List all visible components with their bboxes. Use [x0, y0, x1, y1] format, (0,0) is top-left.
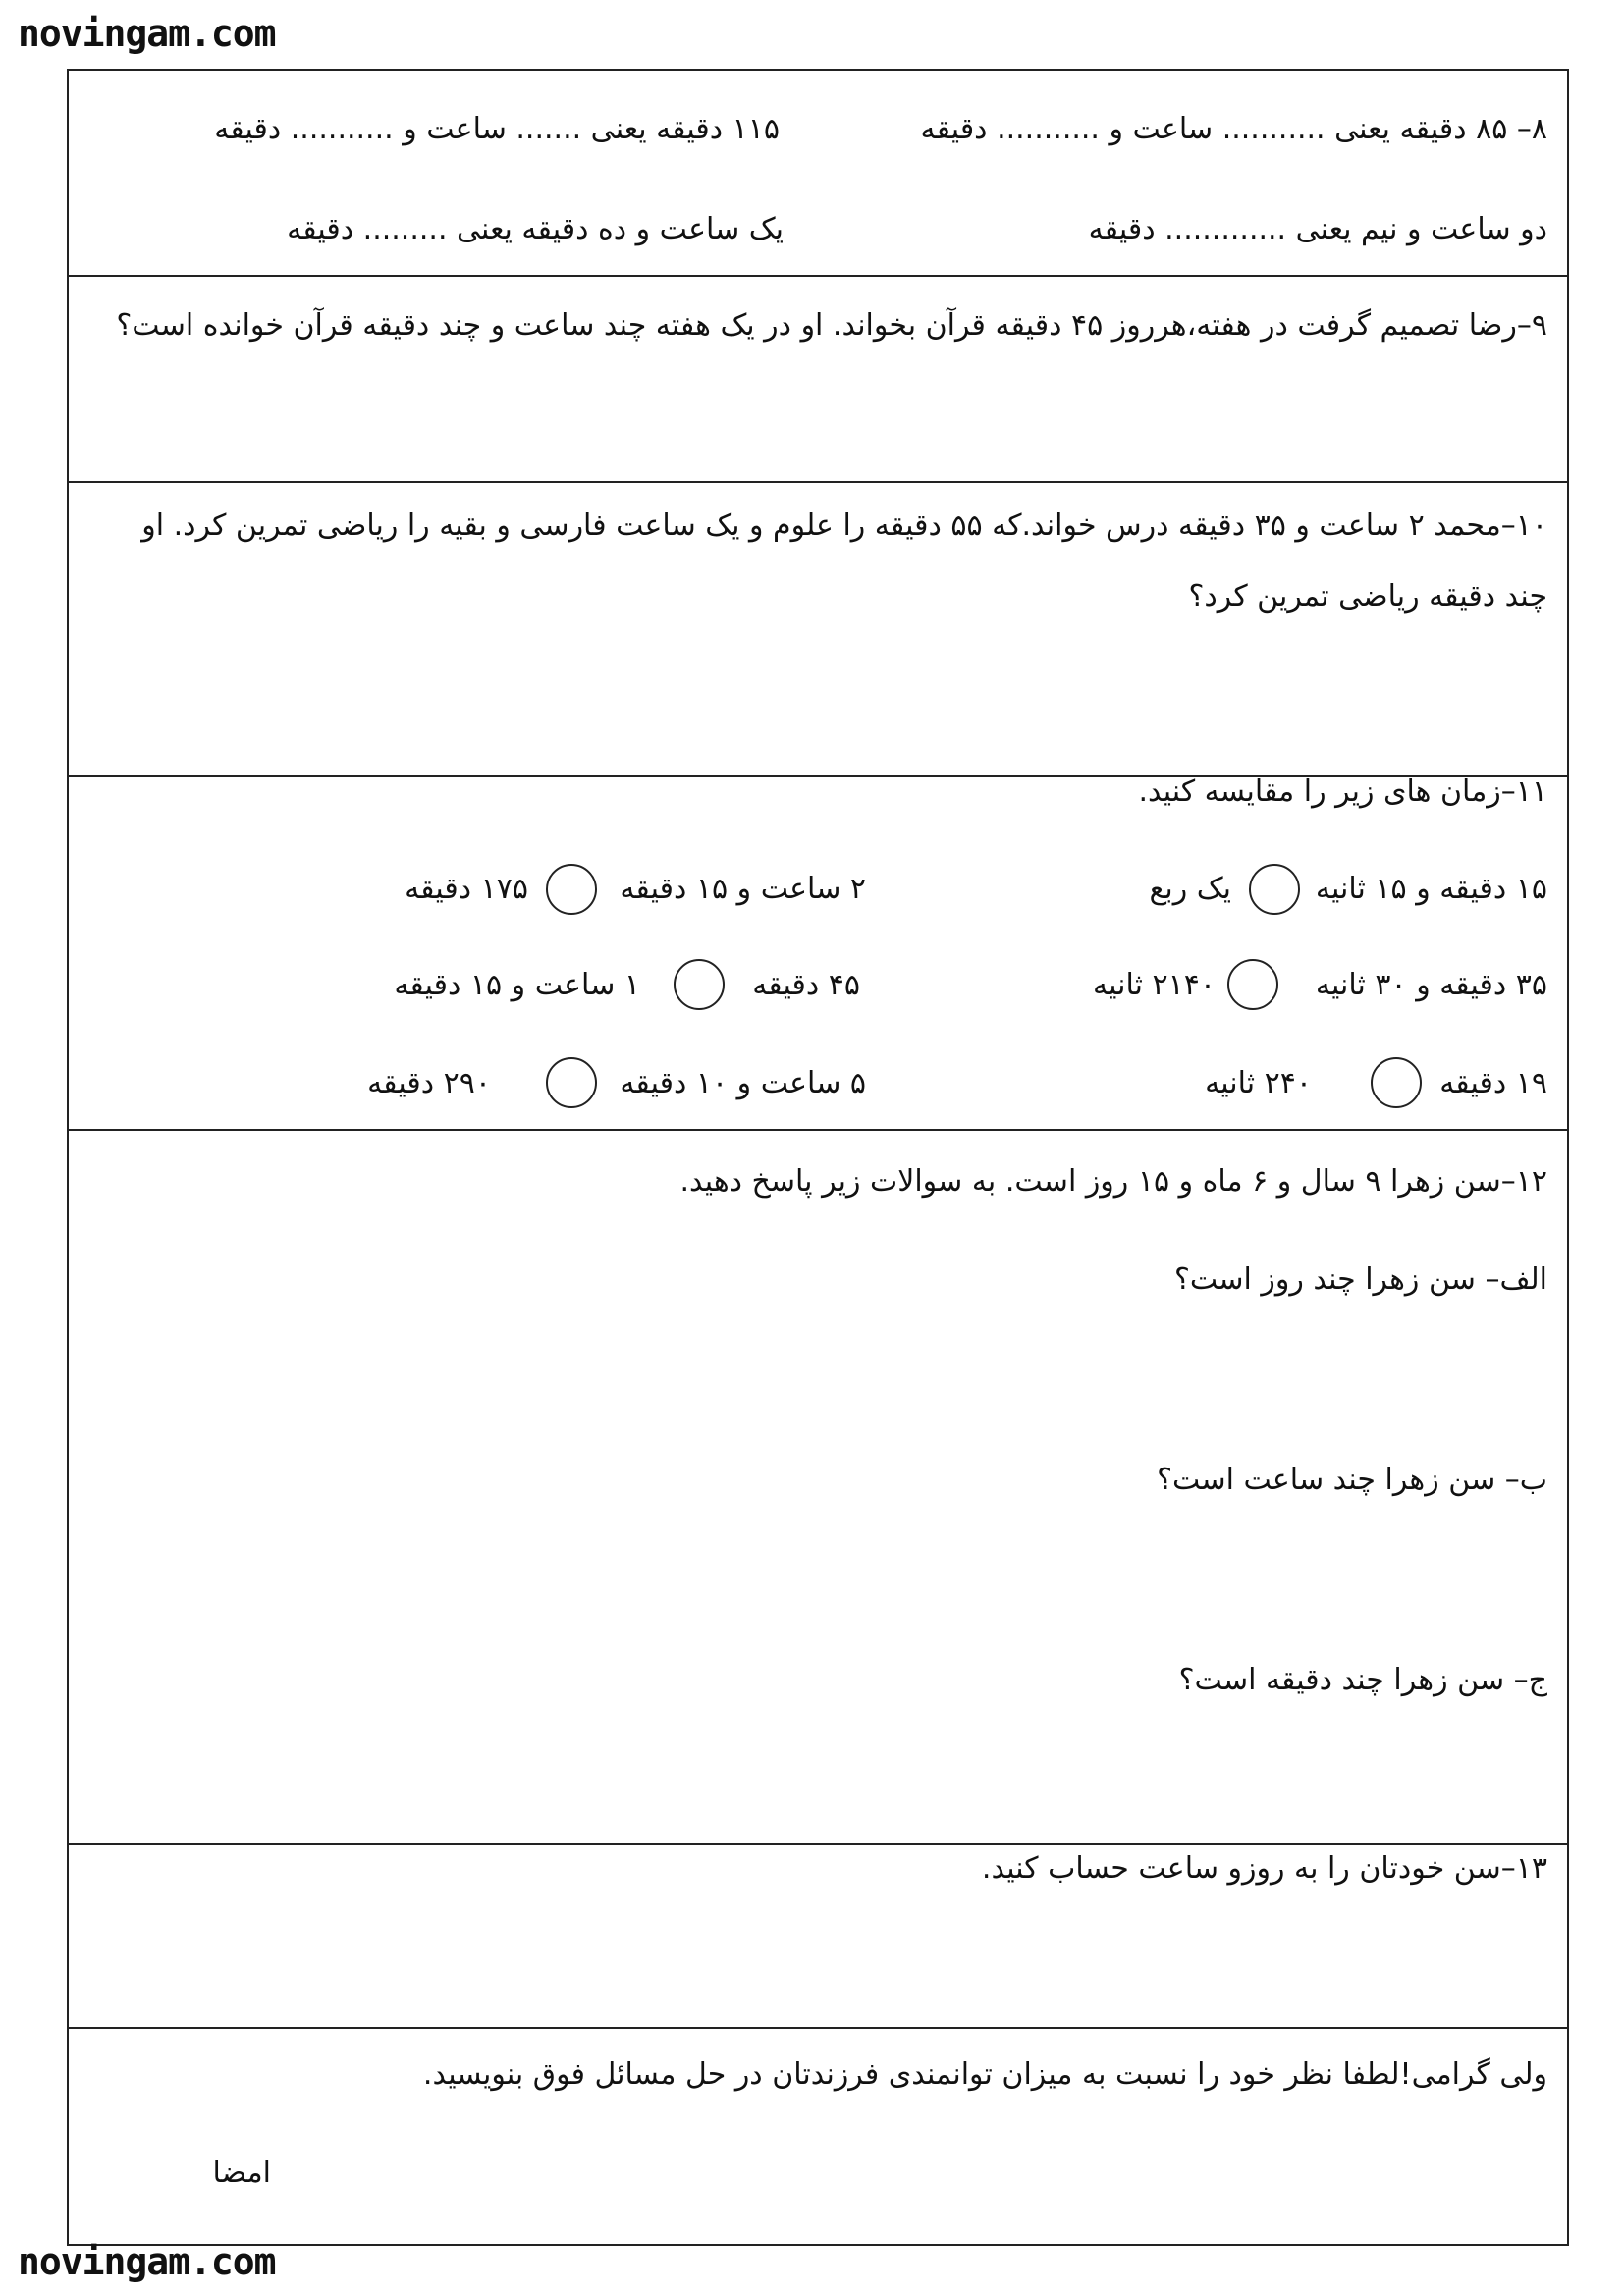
- site-watermark-bottom: novingam.com: [18, 2240, 276, 2283]
- compare-circle[interactable]: [546, 864, 597, 915]
- compare-circle[interactable]: [1227, 959, 1278, 1010]
- q11-r2-left-a: ۴۵ دقیقه: [752, 968, 860, 1002]
- q8-part-d: یک ساعت و ده دقیقه یعنی ......... دقیقه: [287, 212, 784, 246]
- q11-r3-right-a: ۱۹ دقیقه: [1439, 1066, 1547, 1100]
- q10-line-1: ۱۰–محمد ۲ ساعت و ۳۵ دقیقه درس خواند.که ۵۵ دقیقه را علوم و یک ساعت فارسی و بقیه را ریاضی تمرین کرد. او: [141, 508, 1547, 543]
- q11-r3-right-b: ۲۴۰ ثانیه: [1205, 1066, 1312, 1100]
- q11-r2-right-b: ۲۱۴۰ ثانیه: [1093, 968, 1216, 1002]
- signature-label: امضا: [212, 2156, 271, 2190]
- compare-circle[interactable]: [1371, 1057, 1422, 1108]
- q10-line-2: چند دقیقه ریاضی تمرین کرد؟: [1188, 579, 1547, 614]
- q11-title: ۱۱–زمان های زیر را مقایسه کنید.: [1138, 774, 1547, 809]
- q11-r1-right-b: یک ربع: [1149, 872, 1231, 906]
- divider-q8: [67, 275, 1569, 277]
- q11-r1-left-a: ۲ ساعت و ۱۵ دقیقه: [620, 872, 866, 906]
- compare-circle[interactable]: [674, 959, 725, 1010]
- q11-r3-left-b: ۲۹۰ دقیقه: [367, 1066, 491, 1100]
- q12-part-a: الف– سن زهرا چند روز است؟: [1173, 1262, 1547, 1297]
- q12-title: ۱۲–سن زهرا ۹ سال و ۶ ماه و ۱۵ روز است. به سوالات زیر پاسخ دهید.: [679, 1164, 1547, 1199]
- q11-r3-left-a: ۵ ساعت و ۱۰ دقیقه: [620, 1066, 866, 1100]
- compare-circle[interactable]: [1249, 864, 1300, 915]
- q12-part-b: ب– سن زهرا چند ساعت است؟: [1157, 1463, 1547, 1497]
- q9-text: ۹–رضا تصمیم گرفت در هفته،هرروز ۴۵ دقیقه قرآن بخواند. او در یک هفته چند ساعت و چند دقیقه قرآن خوانده است؟: [116, 308, 1547, 343]
- site-watermark-top: novingam.com: [18, 12, 276, 55]
- q13-text: ۱۳–سن خودتان را به روزو ساعت حساب کنید.: [981, 1851, 1547, 1886]
- q11-r2-right-a: ۳۵ دقیقه و ۳۰ ثانیه: [1315, 968, 1547, 1002]
- q8-part-c: دو ساعت و نیم یعنی ............. دقیقه: [1088, 212, 1547, 246]
- divider-q12: [67, 1843, 1569, 1845]
- q11-r1-left-b: ۱۷۵ دقیقه: [405, 872, 528, 906]
- parent-note: ولی گرامی!لطفا نظر خود را نسبت به میزان توانمندی فرزندتان در حل مسائل فوق بنویسید.: [422, 2057, 1547, 2092]
- divider-q9: [67, 481, 1569, 483]
- divider-q11: [67, 1129, 1569, 1131]
- q11-r2-left-b: ۱ ساعت و ۱۵ دقیقه: [394, 968, 640, 1002]
- q11-r1-right-a: ۱۵ دقیقه و ۱۵ ثانیه: [1315, 872, 1547, 906]
- q12-part-c: ج– سن زهرا چند دقیقه است؟: [1178, 1663, 1547, 1697]
- worksheet-frame: [67, 69, 1569, 2246]
- divider-q13: [67, 2027, 1569, 2029]
- q8-part-a: ۸– ۸۵ دقیقه یعنی ........... ساعت و ........... دقیقه: [920, 112, 1547, 146]
- compare-circle[interactable]: [546, 1057, 597, 1108]
- q8-part-b: ۱۱۵ دقیقه یعنی ....... ساعت و ........... دقیقه: [214, 112, 780, 146]
